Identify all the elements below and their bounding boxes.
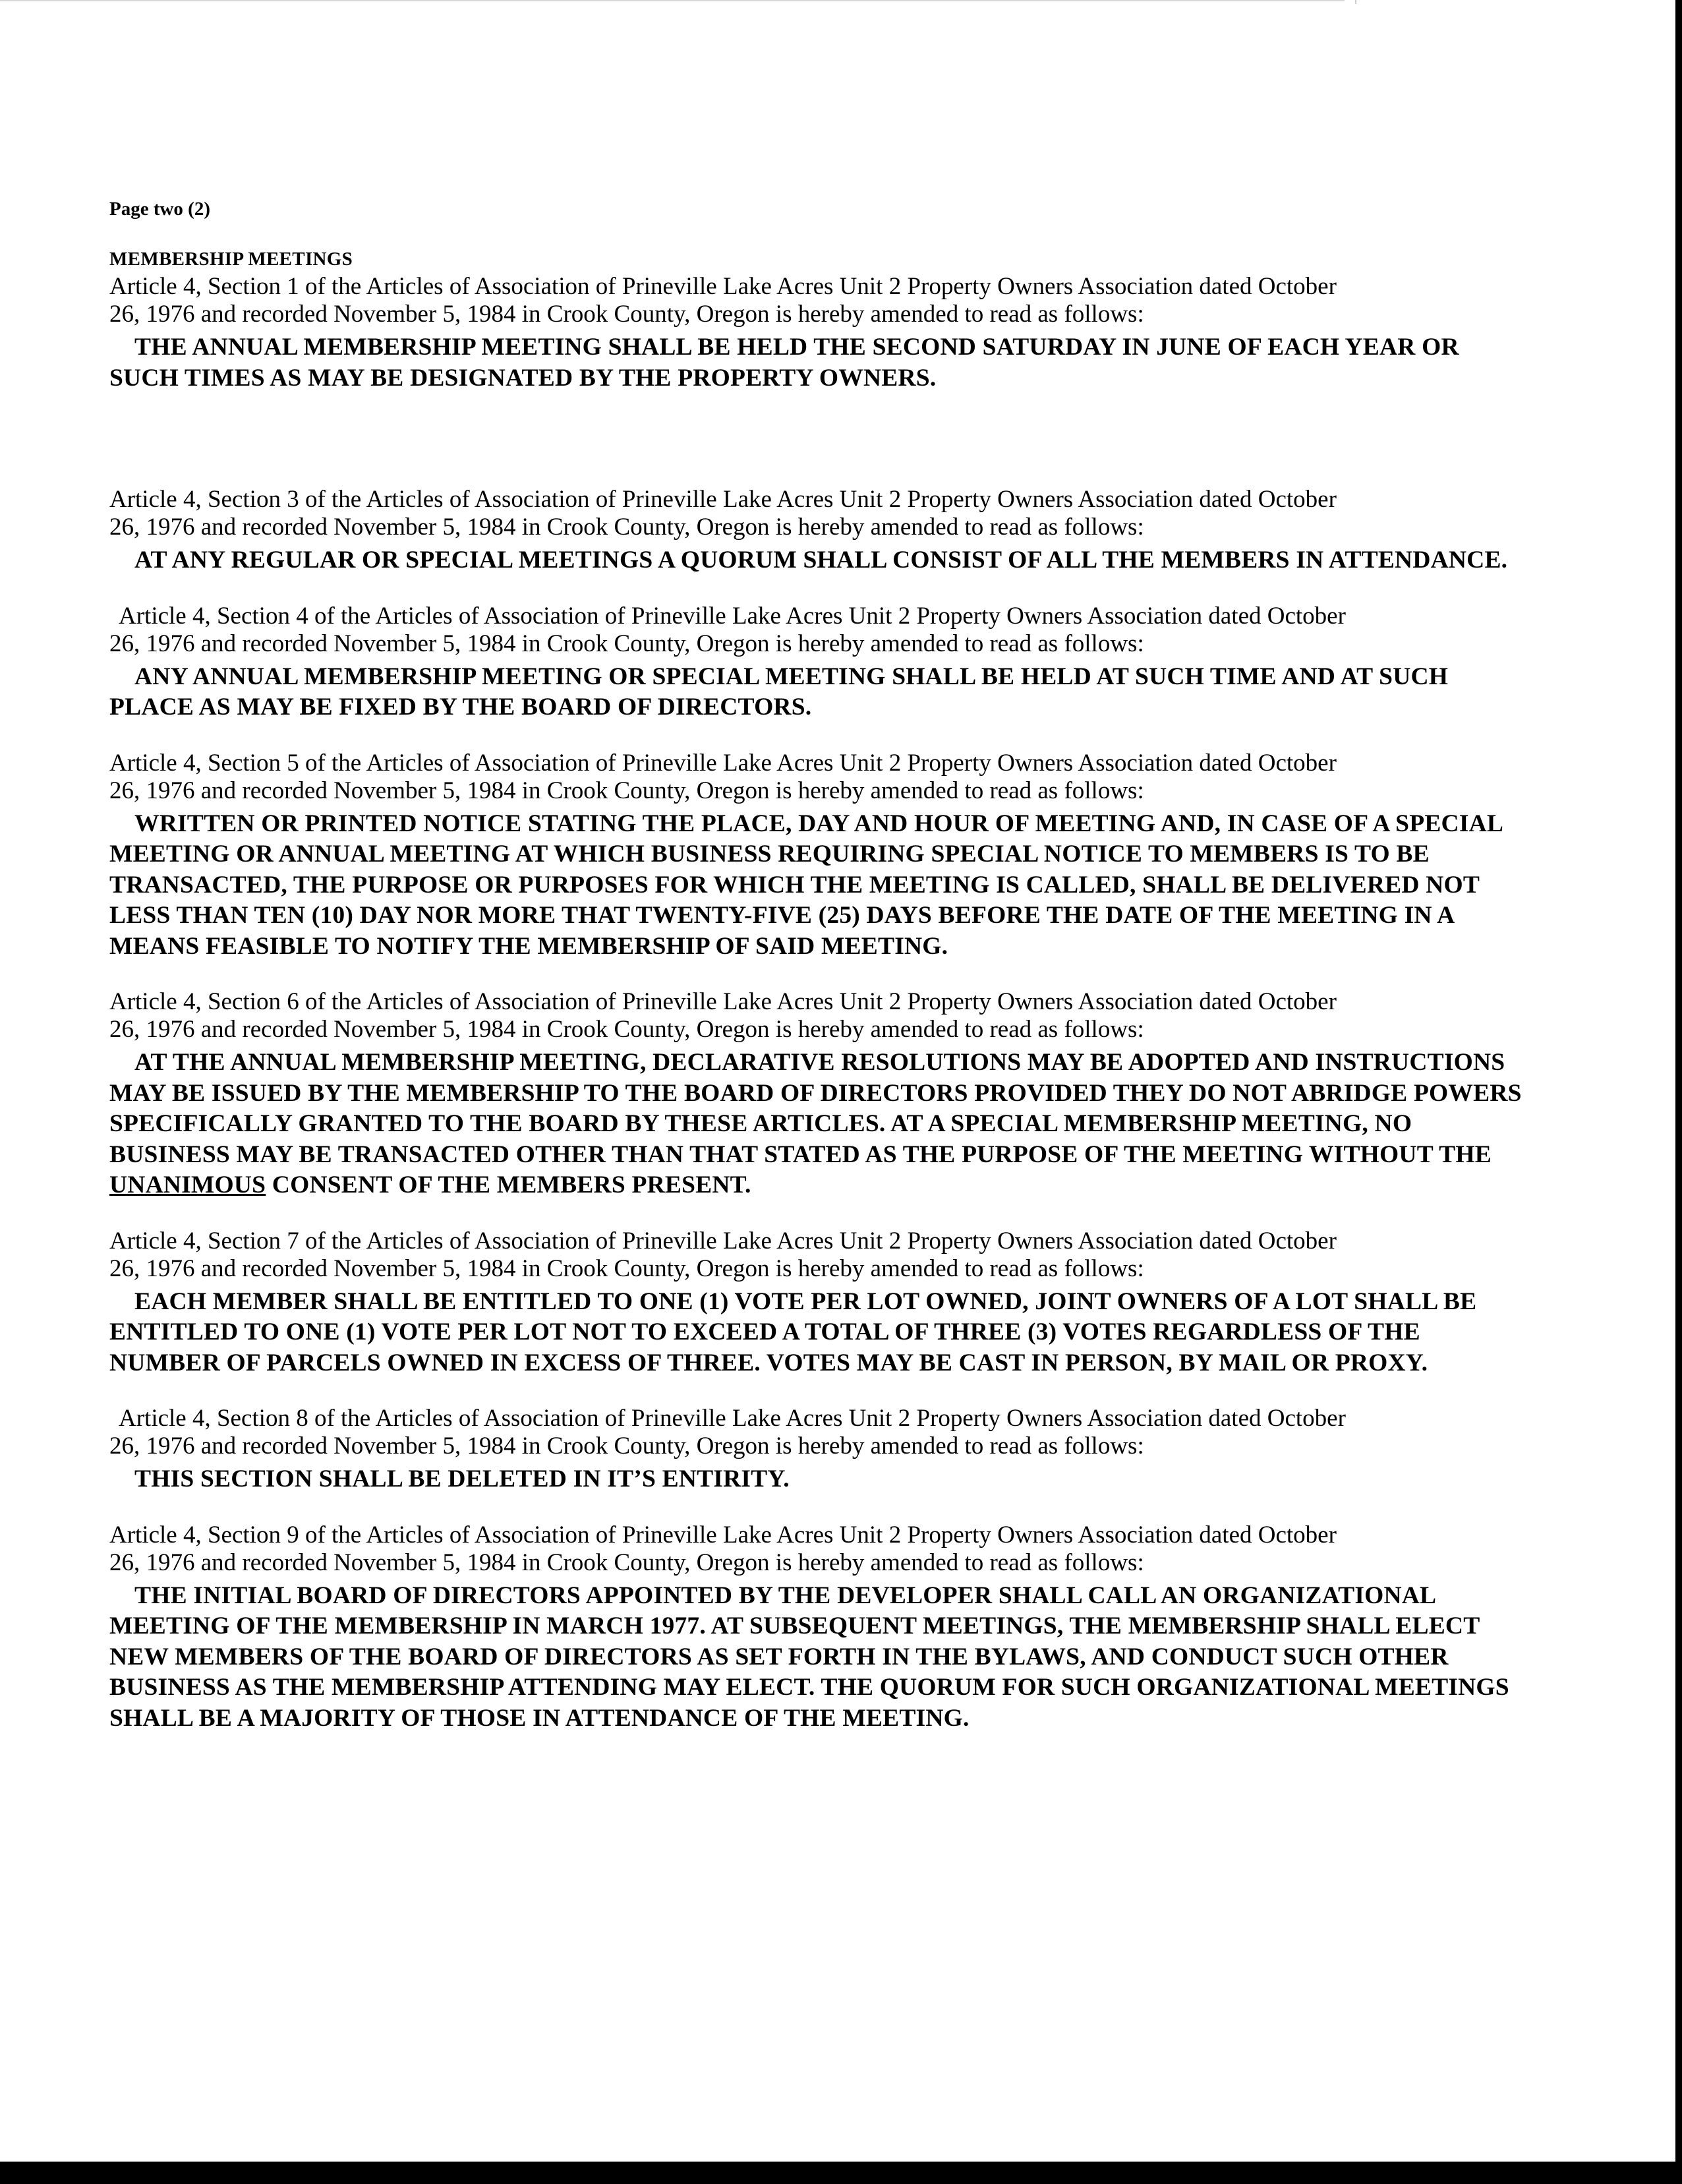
article-intro [109, 1405, 1533, 1460]
scan-edge-bottom [0, 2162, 1682, 2184]
article-intro [109, 273, 1533, 328]
article-intro-line-2: 26, 1976 and recorded November 5, 1984 in Crook County, Oregon is hereby amended to read as follows: [109, 514, 1144, 541]
scan-edge-top [0, 0, 1345, 1]
article-intro [109, 603, 1533, 658]
article-intro-line-2: 26, 1976 and recorded November 5, 1984 in Crook County, Oregon is hereby amended to read as follows: [109, 1549, 1144, 1576]
article-intro-line-1: Article 4, Section 3 of the Articles of Association of Prineville Lake Acres Unit 2 Property Owners Association dated October [109, 486, 1337, 513]
document-page [109, 198, 1533, 1734]
article-intro [109, 750, 1533, 805]
article-amendment [109, 1048, 1533, 1201]
article-intro-line-1: Article 4, Section 9 of the Articles of Association of Prineville Lake Acres Unit 2 Property Owners Association dated October [109, 1521, 1337, 1549]
article-section-3 [109, 486, 1533, 576]
article-amendment: AT ANY REGULAR OR SPECIAL MEETINGS A QUORUM SHALL CONSIST OF ALL THE MEMBERS IN ATTENDANCE. [134, 546, 1508, 574]
amendment-underlined-word: UNANIMOUS [109, 1171, 266, 1198]
article-amendment: THIS SECTION SHALL BE DELETED IN IT’S ENTIRITY. [134, 1465, 790, 1492]
article-intro-line-2: 26, 1976 and recorded November 5, 1984 in Crook County, Oregon is hereby amended to read as follows: [109, 1254, 1144, 1282]
article-section-9 [109, 1521, 1533, 1734]
amendment-text-before: AT THE ANNUAL MEMBERSHIP MEETING, DECLARATIVE RESOLUTIONS MAY BE ADOPTED AND INSTRUCTIONS MAY BE ISSUED BY THE MEMBERSHIP TO THE BOARD OF DIRECTORS PROVIDED THEY DO NOT ABRIDGE POWERS SPECIFICALLY GRANTED TO THE BOARD BY THESE ARTICLES. AT A SPECIAL MEMBERSHIP MEETING, NO BUSINESS MAY BE TRANSACTED OTHER THAN THAT STATED AS THE PURPOSE OF THE MEETING WITHOUT THE [109, 1049, 1522, 1168]
scan-edge-right [1675, 0, 1682, 2184]
article-intro [109, 988, 1533, 1044]
article-intro-line-2: 26, 1976 and recorded November 5, 1984 in Crook County, Oregon is hereby amended to read as follows: [109, 1432, 1144, 1460]
article-intro [109, 1227, 1533, 1283]
scan-tick-mark [1355, 0, 1356, 4]
article-amendment: THE INITIAL BOARD OF DIRECTORS APPOINTED BY THE DEVELOPER SHALL CALL AN ORGANIZATIONAL MEETING OF THE MEMBERSHIP IN MARCH 1977. AT SUBSEQUENT MEETINGS, THE MEMBERSHIP SHALL ELECT NEW MEMBERS OF THE BOARD OF DIRECTORS AS SET FORTH IN THE BYLAWS, AND CONDUCT SUCH OTHER BUSINESS AS THE MEMBERSHIP ATTENDING MAY ELECT. THE QUORUM FOR SUCH ORGANIZATIONAL MEETINGS SHALL BE A MAJORITY OF THOSE IN ATTENDANCE OF THE MEETING. [109, 1581, 1509, 1732]
article-amendment: WRITTEN OR PRINTED NOTICE STATING THE PLACE, DAY AND HOUR OF MEETING AND, IN CASE OF A SPECIAL MEETING OR ANNUAL MEETING AT WHICH BUSINESS REQUIRING SPECIAL NOTICE TO MEMBERS IS TO BE TRANSACTED, THE PURPOSE OR PURPOSES FOR WHICH THE MEETING IS CALLED, SHALL BE DELIVERED NOT LESS THAN TEN (10) DAY NOR MORE THAT TWENTY-FIVE (25) DAYS BEFORE THE DATE OF THE MEETING IN A MEANS FEASIBLE TO NOTIFY THE MEMBERSHIP OF SAID MEETING. [109, 810, 1503, 960]
article-section-1 [109, 273, 1533, 394]
article-intro-line-1: Article 4, Section 4 of the Articles of Association of Prineville Lake Acres Unit 2 Property Owners Association dated October [119, 602, 1346, 630]
article-intro-line-1: Article 4, Section 1 of the Articles of Association of Prineville Lake Acres Unit 2 Property Owners Association dated October [109, 273, 1337, 300]
article-intro [109, 1521, 1533, 1577]
article-intro-line-1: Article 4, Section 6 of the Articles of Association of Prineville Lake Acres Unit 2 Property Owners Association dated October [109, 988, 1337, 1015]
article-intro-line-1: Article 4, Section 7 of the Articles of Association of Prineville Lake Acres Unit 2 Property Owners Association dated October [109, 1227, 1337, 1254]
article-intro-line-2: 26, 1976 and recorded November 5, 1984 in Crook County, Oregon is hereby amended to read as follows: [109, 777, 1144, 804]
article-amendment: ANY ANNUAL MEMBERSHIP MEETING OR SPECIAL MEETING SHALL BE HELD AT SUCH TIME AND AT SUCH PLACE AS MAY BE FIXED BY THE BOARD OF DIRECTORS. [109, 663, 1449, 721]
article-intro-line-1: Article 4, Section 8 of the Articles of Association of Prineville Lake Acres Unit 2 Property Owners Association dated October [119, 1405, 1346, 1432]
article-intro-line-2: 26, 1976 and recorded November 5, 1984 in Crook County, Oregon is hereby amended to read as follows: [109, 630, 1144, 657]
article-amendment: EACH MEMBER SHALL BE ENTITLED TO ONE (1) VOTE PER LOT OWNED, JOINT OWNERS OF A LOT SHALL BE ENTITLED TO ONE (1) VOTE PER LOT NOT TO EXCEED A TOTAL OF THREE (3) VOTES REGARDLESS OF THE NUMBER OF PARCELS OWNED IN EXCESS OF THREE. VOTES MAY BE CAST IN PERSON, BY MAIL OR PROXY. [109, 1287, 1477, 1376]
article-section-5 [109, 750, 1533, 962]
amendment-text-after: CONSENT OF THE MEMBERS PRESENT. [266, 1171, 751, 1198]
article-section-4 [109, 603, 1533, 723]
article-intro-line-2: 26, 1976 and recorded November 5, 1984 in Crook County, Oregon is hereby amended to read as follows: [109, 301, 1144, 328]
article-section-8 [109, 1405, 1533, 1495]
article-intro [109, 486, 1533, 541]
page-label: Page two (2) [109, 198, 211, 220]
article-section-7 [109, 1227, 1533, 1379]
article-intro-line-1: Article 4, Section 5 of the Articles of Association of Prineville Lake Acres Unit 2 Property Owners Association dated October [109, 749, 1337, 777]
article-intro-line-2: 26, 1976 and recorded November 5, 1984 in Crook County, Oregon is hereby amended to read as follows: [109, 1016, 1144, 1043]
section-heading: MEMBERSHIP MEETINGS [109, 249, 353, 270]
article-amendment: THE ANNUAL MEMBERSHIP MEETING SHALL BE HELD THE SECOND SATURDAY IN JUNE OF EACH YEAR OR SUCH TIMES AS MAY BE DESIGNATED BY THE PROPERTY OWNERS. [109, 334, 1459, 392]
article-section-6 [109, 988, 1533, 1201]
